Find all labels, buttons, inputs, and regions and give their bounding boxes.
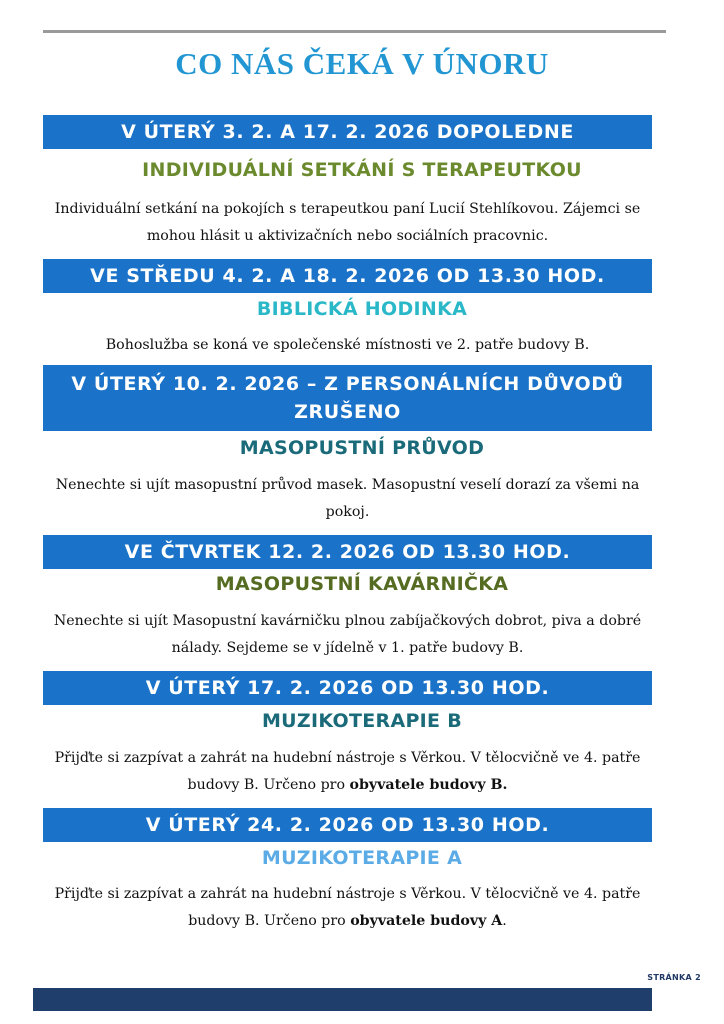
page-number: STRÁNKA 2 <box>647 973 701 982</box>
event-description: Bohoslužba se koná ve společenské místnosti ve 2. patře budovy B. <box>105 337 590 353</box>
description-bold-text: obyvatele budovy B. <box>349 777 508 793</box>
footer-bar <box>33 988 652 1011</box>
event-description: Individuální setkání na pokojích s terapeutkou paní Lucií Stehlíkovou. Zájemci se mohou hlásit u aktivizačních nebo sociálních pracovnic. <box>54 201 641 244</box>
event-description <box>43 745 652 799</box>
event-heading: MASOPUSTNÍ PRŮVOD <box>239 437 485 459</box>
event-description <box>43 881 652 935</box>
event-date: V ÚTERÝ 24. 2. 2026 OD 13.30 HOD. <box>145 814 550 836</box>
top-divider <box>43 30 666 33</box>
event-heading: MUZIKOTERAPIE B <box>261 710 463 732</box>
event-date-line-2: ZRUŠENO <box>294 401 401 423</box>
description-text: Přijďte si zazpívat a zahrát na hudební nástroje s Věrkou. V tělocvičně ve 4. patře budovy B. Určeno pro <box>54 750 641 793</box>
event-heading: INDIVIDUÁLNÍ SETKÁNÍ S TERAPEUTKOU <box>142 159 582 181</box>
description-suffix: . <box>502 913 507 929</box>
event-date-band <box>43 365 652 431</box>
event-date-band <box>43 808 652 842</box>
event-description: Nenechte si ujít Masopustní kavárničku plnou zabíjačkových dobrot, piva a dobré nálady. Sejdeme se v jídelně v 1. patře budovy B. <box>53 613 642 656</box>
event-description: Nenechte si ujít masopustní průvod masek. Masopustní veselí dorazí za všemi na pokoj. <box>55 477 640 520</box>
event-heading: MASOPUSTNÍ KAVÁRNIČKA <box>215 573 509 595</box>
event-heading: BIBLICKÁ HODINKA <box>256 298 468 320</box>
event-date: V ÚTERÝ 17. 2. 2026 OD 13.30 HOD. <box>145 677 550 699</box>
description-bold-text: obyvatele budovy A <box>350 913 503 929</box>
event-date-band <box>43 671 652 705</box>
page-title: CO NÁS ČEKÁ V ÚNORU <box>175 46 549 81</box>
event-date: VE ČTVRTEK 12. 2. 2026 OD 13.30 HOD. <box>124 541 571 563</box>
event-date-band <box>43 115 652 149</box>
event-heading: MUZIKOTERAPIE A <box>261 847 463 869</box>
event-date: V ÚTERÝ 3. 2. A 17. 2. 2026 DOPOLEDNE <box>121 121 574 143</box>
event-date-band <box>43 535 652 569</box>
event-date-band <box>43 259 652 293</box>
event-date-line-1: V ÚTERÝ 10. 2. 2026 – Z PERSONÁLNÍCH DŮVODŮ <box>71 373 624 395</box>
description-text: Přijďte si zazpívat a zahrát na hudební nástroje s Věrkou. V tělocvičně ve 4. patře budovy B. Určeno pro <box>54 886 641 929</box>
event-date: VE STŘEDU 4. 2. A 18. 2. 2026 OD 13.30 HOD. <box>90 265 605 287</box>
